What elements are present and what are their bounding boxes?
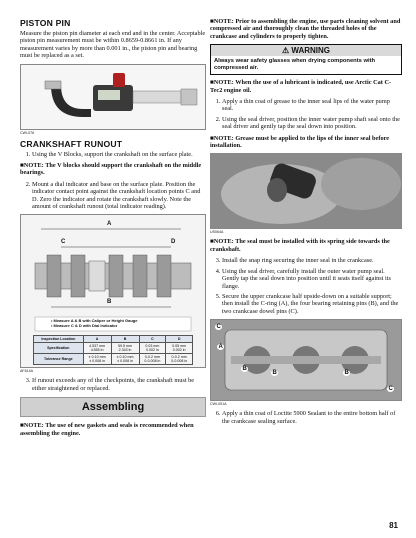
crankcase-illustration (211, 320, 401, 400)
warning-header: ⚠ WARNING (211, 45, 401, 56)
spec-table-cell: B (111, 336, 139, 343)
crankcase-label-c-bottom: C (388, 386, 393, 393)
spec-table-cell: A (83, 336, 111, 343)
note-grease: ■NOTE: Grease must be applied to the lips of the inner seal before installation. (210, 134, 390, 150)
crankshaft-diagram (20, 214, 206, 368)
runout-step-1: 1. Using the V Blocks, support the crankshaft on the surface plate. (32, 151, 206, 158)
spec-table-cell: Specification (34, 343, 84, 354)
crankshaft-runout-heading: CRANKSHAFT RUNOUT (20, 138, 123, 149)
right-column (210, 18, 402, 429)
figure-id-cwi-076: CWI-076 (20, 130, 35, 135)
spec-table-cell: Inspection Location (34, 336, 84, 343)
crankcase-label-b-mid: B (272, 370, 277, 377)
micrometer-illustration (21, 65, 205, 129)
seal-install-photo (210, 153, 402, 229)
micrometer-figure (20, 64, 206, 130)
spec-table-cell: 0-0.2 mm 0-0.008 in (139, 354, 166, 365)
crankcase-label-c-top: C (216, 324, 221, 331)
spec-table-cell: ± 0.10 mm ± 0.008 in (83, 354, 111, 365)
assembly-step-4: 4. Using the seal driver, carefully install the outer water pump seal. Gently tap the seal down into position until it seats itself against its flange. (222, 268, 402, 290)
assembly-step-1: 1. Apply a thin coat of grease to the inner seal lips of the water pump seal. (222, 98, 402, 113)
assembly-step-5: 5. Secure the upper crankcase half upside-down on a suitable support; then install the C-ring (A), the four bearing retaining pins (B), and the two crankcase dowel pins (C). (222, 293, 402, 315)
assembly-step-3: 3. Install the snap ring securing the inner seal in the crankcase. (222, 257, 402, 264)
spec-table-cell: 4.537 mm 4.555 in (83, 343, 111, 354)
fig-label-c: C (61, 239, 66, 246)
assembling-banner: Assembling (20, 397, 206, 417)
piston-pin-text: Measure the piston pin diameter at each end and in the center. Acceptable piston pin measurement must be within 0.8659-0.8661 in. If any measurement varies by more than 0.001 in., the piston pin and bearing must be replaced as a set. (20, 30, 206, 60)
spec-table-cell: 0-0.2 mm 0-0.008 in (166, 354, 193, 365)
spec-table-tol-row (34, 354, 193, 365)
spec-table-head-row (34, 336, 193, 343)
spec-table-cell: Tolerance Range (34, 354, 84, 365)
crankcase-photo (210, 319, 402, 401)
note-lubricant: ■NOTE: When the use of a lubricant is indicated, use Arctic Cat C-Tec2 engine oil. (210, 79, 392, 94)
fig-legend (51, 318, 137, 328)
legend-line-1: • Measure A & B with Caliper or Height Gauge (51, 318, 138, 324)
left-column (20, 18, 206, 441)
crankcase-label-a: A (218, 344, 223, 351)
piston-pin-heading: PISTON PIN (20, 18, 71, 28)
spec-table-spec-row (34, 343, 193, 354)
spec-table-cell: D (166, 336, 193, 343)
spec-table-cell: 0.05 mm 0.002 in (166, 343, 193, 354)
runout-step-2: 2. Mount a dial indicator and base on the surface plate. Position the indicator contact point against the crankshaft location points C and D. Zero the indicator and rotate the crankshaft slowly. Note the amount of crankshaft runout (total indicator reading). (32, 181, 206, 211)
page-number: 81 (389, 521, 398, 530)
spec-table-cell: C (139, 336, 166, 343)
figure-id-af614a: AF614A (20, 369, 33, 374)
fig-label-d: D (171, 239, 176, 246)
figure-id-us064a: US064A (210, 230, 224, 235)
note-prior-assembly: ■NOTE: Prior to assembling the engine, use parts cleaning solvent and compressed air and thoroughly clean the threaded holes of the crankcase and cylinders to properly tighten. (210, 18, 401, 40)
fig-label-b: B (107, 299, 112, 306)
spec-table-cell: 0.03 mm 0.002 in (139, 343, 166, 354)
crankcase-label-b-left: B (242, 366, 247, 373)
runout-step-3: 3. If runout exceeds any of the checkpoints, the crankshaft must be either straightened or replaced. (32, 377, 206, 392)
warning-box (210, 44, 402, 75)
note-new-gaskets: ■NOTE: The use of new gaskets and seals is recommended when assembling the engine. (20, 422, 194, 437)
legend-line-2: • Measure C & D with Dial Indicator (51, 323, 118, 329)
assembly-step-2: 2. Using the seal driver, position the inner water pump shaft seal onto the seal driver and gently tap the seal down into position. (222, 116, 402, 131)
seal-install-illustration (211, 154, 401, 228)
note-v-blocks: ■NOTE: The V blocks should support the crankshaft on the middle bearings. (20, 162, 202, 177)
fig-label-a-top: A (107, 221, 112, 228)
spec-table-cell: 59.5 mm 2.343 in (111, 343, 139, 354)
figure-id-cwi-051a: CWI-051A (210, 402, 227, 407)
spec-table-cell: ± 0.10 mm ± 0.008 in (111, 354, 139, 365)
crankcase-label-b-right: B (344, 370, 349, 377)
assembly-step-6: 6. Apply a thin coat of Loctite 5900 Sealant to the entire bottom half of the crankcase sealing surface. (222, 410, 402, 425)
spec-table (33, 335, 193, 365)
note-spring-side: ■NOTE: The seal must be installed with its spring side towards the crankshaft. (210, 238, 390, 253)
warning-text: Always wear safety glasses when drying components with compressed air. (214, 58, 376, 72)
